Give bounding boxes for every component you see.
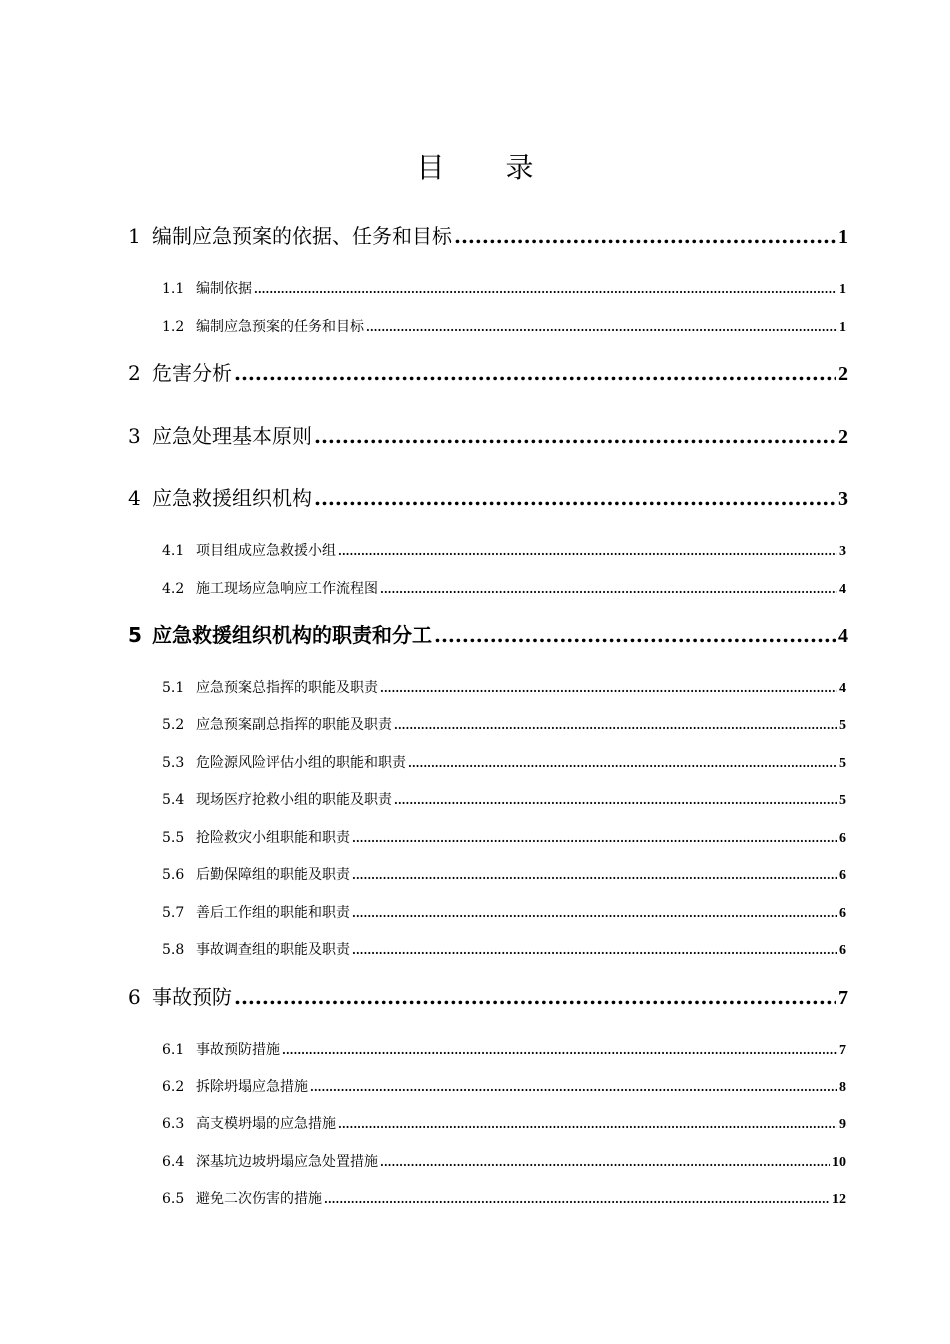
toc-entry-number: 6.3: [162, 1116, 185, 1132]
toc-dot-leader: [310, 1081, 837, 1094]
toc-entry-text: 编制应急预案的任务和目标: [196, 319, 364, 335]
toc-entry-text: 应急处理基本原则: [152, 424, 312, 448]
toc-page-number: 7: [838, 987, 848, 1009]
toc-page-number: 3: [838, 488, 848, 510]
toc-page-number: 12: [832, 1192, 846, 1207]
toc-dot-leader: [352, 944, 837, 957]
toc-entry[interactable]: [162, 578, 846, 598]
toc-entry-text: 抢险救灾小组职能和职责: [196, 830, 350, 846]
toc-entry-number: 6: [128, 985, 141, 1009]
toc-page-number: 4: [839, 681, 846, 696]
toc-dot-leader: [338, 1118, 837, 1131]
toc-page-number: 8: [839, 1080, 846, 1095]
toc-entry-number: 5.4: [162, 792, 185, 808]
toc-entry-text: 避免二次伤害的措施: [196, 1191, 322, 1207]
toc-entry[interactable]: [162, 1039, 846, 1059]
toc-entry-text: 应急预案总指挥的职能及职责: [196, 680, 378, 696]
toc-entry-text: 项目组成应急救援小组: [196, 543, 336, 559]
toc-entry[interactable]: [162, 714, 846, 734]
toc-entry-number: 1: [128, 224, 141, 248]
toc-entry-number: 5.8: [162, 942, 185, 958]
toc-entry[interactable]: [162, 827, 846, 847]
toc-dot-leader: [408, 757, 837, 770]
toc-page-number: 4: [838, 625, 848, 647]
toc-page-number: 6: [839, 831, 846, 846]
toc-dot-leader: [394, 719, 837, 732]
toc-entry[interactable]: [162, 540, 846, 560]
toc-page-number: 1: [838, 226, 848, 248]
toc-dot-leader: [394, 794, 837, 807]
toc-entry[interactable]: [128, 357, 848, 385]
toc-page-number: 3: [839, 544, 846, 559]
toc-dot-leader: [454, 224, 836, 248]
toc-dot-leader: [366, 321, 837, 334]
toc-page-number: 7: [839, 1043, 846, 1058]
toc-entry-text: 深基坑边坡坍塌应急处置措施: [196, 1154, 378, 1170]
toc-dot-leader: [234, 985, 836, 1009]
toc-entry-text: 事故调查组的职能及职责: [196, 942, 350, 958]
toc-dot-leader: [254, 283, 837, 296]
toc-page-number: 2: [838, 363, 848, 385]
toc-entry[interactable]: [162, 1113, 846, 1133]
toc-title: 目 录: [416, 151, 560, 184]
toc-entry[interactable]: [128, 981, 848, 1009]
toc-entry-text: 施工现场应急响应工作流程图: [196, 581, 378, 597]
toc-entry-text: 拆除坍塌应急措施: [196, 1079, 308, 1095]
toc-page-number: 6: [839, 906, 846, 921]
toc-entry-text: 编制应急预案的依据、任务和目标: [152, 224, 452, 248]
toc-page-number: 1: [839, 320, 846, 335]
toc-entry-number: 1.2: [162, 319, 185, 335]
toc-dot-leader: [282, 1044, 837, 1057]
toc-dot-leader: [338, 545, 837, 558]
toc-entry-number: 6.4: [162, 1154, 185, 1170]
toc-entry[interactable]: [162, 864, 846, 884]
toc-entry-text: 编制依据: [196, 281, 252, 297]
toc-entry[interactable]: [128, 420, 848, 448]
toc-page-number: 5: [839, 718, 846, 733]
toc-entry-text: 应急救援组织机构的职责和分工: [152, 623, 432, 647]
toc-entry[interactable]: [162, 677, 846, 697]
toc-entry[interactable]: [162, 1188, 846, 1208]
toc-entry-number: 4: [128, 486, 141, 510]
toc-dot-leader: [352, 832, 837, 845]
toc-entry-text: 善后工作组的职能和职责: [196, 905, 350, 921]
toc-entry-number: 5: [128, 623, 142, 647]
toc-entry-text: 事故预防: [152, 985, 232, 1009]
toc-dot-leader: [380, 583, 837, 596]
toc-dot-leader: [352, 869, 837, 882]
toc-entry[interactable]: [128, 482, 848, 510]
toc-page-number: 6: [839, 943, 846, 958]
toc-page-number: 9: [839, 1117, 846, 1132]
toc-entry[interactable]: [162, 789, 846, 809]
toc-entry-text: 现场医疗抢救小组的职能及职责: [196, 792, 392, 808]
toc-page-number: 4: [839, 582, 846, 597]
toc-page-number: 1: [839, 282, 846, 297]
toc-entry[interactable]: [162, 939, 846, 959]
toc-entry-text: 应急预案副总指挥的职能及职责: [196, 717, 392, 733]
toc-entry-number: 6.1: [162, 1042, 185, 1058]
toc-dot-leader: [380, 1156, 830, 1169]
toc-entry[interactable]: [128, 619, 848, 647]
toc-entry[interactable]: [162, 752, 846, 772]
toc-page-number: 2: [838, 426, 848, 448]
toc-dot-leader: [314, 486, 836, 510]
toc-entry-number: 4.1: [162, 543, 185, 559]
toc-entry[interactable]: [128, 220, 848, 248]
toc-entry-number: 5.6: [162, 867, 185, 883]
toc-dot-leader: [324, 1193, 830, 1206]
toc-entry-text: 高支模坍塌的应急措施: [196, 1116, 336, 1132]
toc-entry-text: 事故预防措施: [196, 1042, 280, 1058]
toc-entry-number: 4.2: [162, 581, 185, 597]
toc-page-number: 5: [839, 793, 846, 808]
toc-entry-number: 6.5: [162, 1191, 185, 1207]
toc-entry-number: 5.5: [162, 830, 185, 846]
toc-entry-number: 5.2: [162, 717, 185, 733]
toc-page-number: 10: [832, 1155, 846, 1170]
toc-entry-text: 后勤保障组的职能及职责: [196, 867, 350, 883]
toc-dot-leader: [434, 623, 836, 647]
toc-entry-number: 5.7: [162, 905, 185, 921]
toc-dot-leader: [352, 907, 837, 920]
toc-entry[interactable]: [162, 316, 846, 336]
toc-entry-number: 5.1: [162, 680, 185, 696]
toc-entry-number: 2: [128, 361, 141, 385]
toc-entry[interactable]: [162, 1151, 846, 1171]
toc-entry-number: 6.2: [162, 1079, 185, 1095]
toc-page-number: 5: [839, 756, 846, 771]
toc-entry-text: 危险源风险评估小组的职能和职责: [196, 755, 406, 771]
toc-dot-leader: [314, 424, 836, 448]
toc-dot-leader: [380, 682, 837, 695]
toc-entry-number: 5.3: [162, 755, 185, 771]
toc-entry-number: 3: [128, 424, 141, 448]
toc-entry-text: 应急救援组织机构: [152, 486, 312, 510]
toc-entry-text: 危害分析: [152, 361, 232, 385]
toc-dot-leader: [234, 361, 836, 385]
toc-entry[interactable]: [162, 902, 846, 922]
toc-page-number: 6: [839, 868, 846, 883]
toc-entry-number: 1.1: [162, 281, 185, 297]
toc-entry[interactable]: [162, 1076, 846, 1096]
toc-entry[interactable]: [162, 278, 846, 298]
